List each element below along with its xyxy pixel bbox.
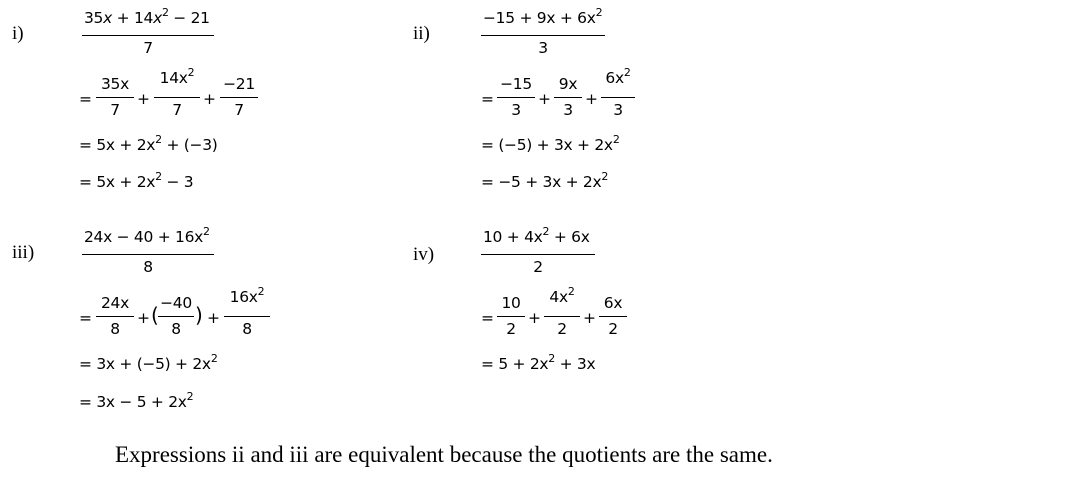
fraction-bar — [154, 97, 200, 98]
fraction-denominator: 7 — [110, 101, 120, 119]
expression-denominator: 2 — [533, 258, 543, 276]
equals-sign: = — [79, 309, 92, 327]
fraction-numerator: 24x — [101, 294, 129, 312]
plus-sign: + — [207, 309, 220, 327]
fraction-numerator: $14x^2$ — [159, 65, 195, 87]
fraction-numerator: $4x^2$ — [549, 284, 575, 306]
fraction-bar — [481, 254, 595, 255]
plus-sign: + — [585, 90, 598, 108]
fraction-denominator: 2 — [608, 320, 618, 338]
fraction-bar — [82, 254, 214, 255]
fraction-bar — [601, 97, 635, 98]
fraction-denominator: 3 — [613, 101, 623, 119]
equation-line: = $3x - 5 + 2x^2$ — [79, 389, 194, 411]
fraction-denominator: 7 — [172, 101, 182, 119]
fraction-bar — [599, 316, 627, 317]
fraction-numerator: 9x — [558, 75, 578, 93]
expression-denominator: 8 — [143, 258, 153, 276]
plus-sign: + — [203, 90, 216, 108]
label-iv: iv) — [413, 244, 435, 265]
fraction-numerator: $16x^2$ — [229, 284, 265, 306]
fraction-bar — [224, 316, 270, 317]
fraction-bar — [544, 316, 580, 317]
fraction-denominator: 8 — [242, 320, 252, 338]
expression-numerator: $-15 + 9x + 6x^2$ — [483, 5, 603, 27]
fraction-bar — [82, 35, 214, 36]
label-i: i) — [12, 23, 24, 44]
expression-denominator: 7 — [143, 39, 153, 57]
equals-sign: = — [79, 90, 92, 108]
equation-line: = $3x + (-5) + 2x^2$ — [79, 351, 218, 373]
fraction-bar — [481, 35, 605, 36]
fraction-denominator: 8 — [110, 320, 120, 338]
label-ii: ii) — [413, 23, 430, 44]
fraction-numerator: $6x^2$ — [605, 65, 631, 87]
fraction-numerator: 10 — [501, 294, 521, 312]
fraction-bar — [497, 316, 525, 317]
fraction-numerator: −40 — [160, 294, 192, 312]
left-parenthesis: ( — [151, 303, 159, 327]
expression-numerator: $24x - 40 + 16x^2$ — [84, 224, 210, 246]
plus-sign: + — [137, 90, 150, 108]
conclusion-text: Expressions ii and iii are equivalent because the quotients are the same. — [115, 442, 773, 467]
expression-numerator: $10 + 4x^2 + 6x$ — [483, 224, 590, 246]
plus-sign: + — [137, 309, 150, 327]
expression-denominator: 3 — [538, 39, 548, 57]
equals-sign: = — [481, 309, 494, 327]
right-parenthesis: ) — [195, 303, 203, 327]
fraction-numerator: 6x — [603, 294, 623, 312]
fraction-numerator: −15 — [500, 75, 532, 93]
fraction-bar — [554, 97, 582, 98]
fraction-bar — [220, 97, 258, 98]
plus-sign: + — [583, 309, 596, 327]
fraction-denominator: 7 — [234, 101, 244, 119]
expression-numerator: $35x + 14x^2 - 21$ — [84, 5, 210, 27]
fraction-bar — [158, 316, 194, 317]
plus-sign: + — [538, 90, 551, 108]
equation-line: = $5 + 2x^2 + 3x$ — [481, 351, 596, 373]
plus-sign: + — [528, 309, 541, 327]
fraction-denominator: 3 — [563, 101, 573, 119]
fraction-numerator: −21 — [223, 75, 255, 93]
fraction-denominator: 2 — [506, 320, 516, 338]
equation-line: = $5x + 2x^2 + (-3)$ — [79, 132, 218, 154]
equation-line: = $5x + 2x^2 - 3$ — [79, 169, 194, 191]
fraction-numerator: 35x — [101, 75, 129, 93]
equation-line: = $(-5) + 3x + 2x^2$ — [481, 132, 620, 154]
label-iii: iii) — [12, 242, 35, 263]
fraction-denominator: 8 — [171, 320, 181, 338]
fraction-bar — [96, 316, 134, 317]
fraction-bar — [96, 97, 134, 98]
fraction-denominator: 2 — [557, 320, 567, 338]
fraction-bar — [497, 97, 535, 98]
fraction-denominator: 3 — [511, 101, 521, 119]
equation-line: = $-5 + 3x + 2x^2$ — [481, 169, 609, 191]
equals-sign: = — [481, 90, 494, 108]
